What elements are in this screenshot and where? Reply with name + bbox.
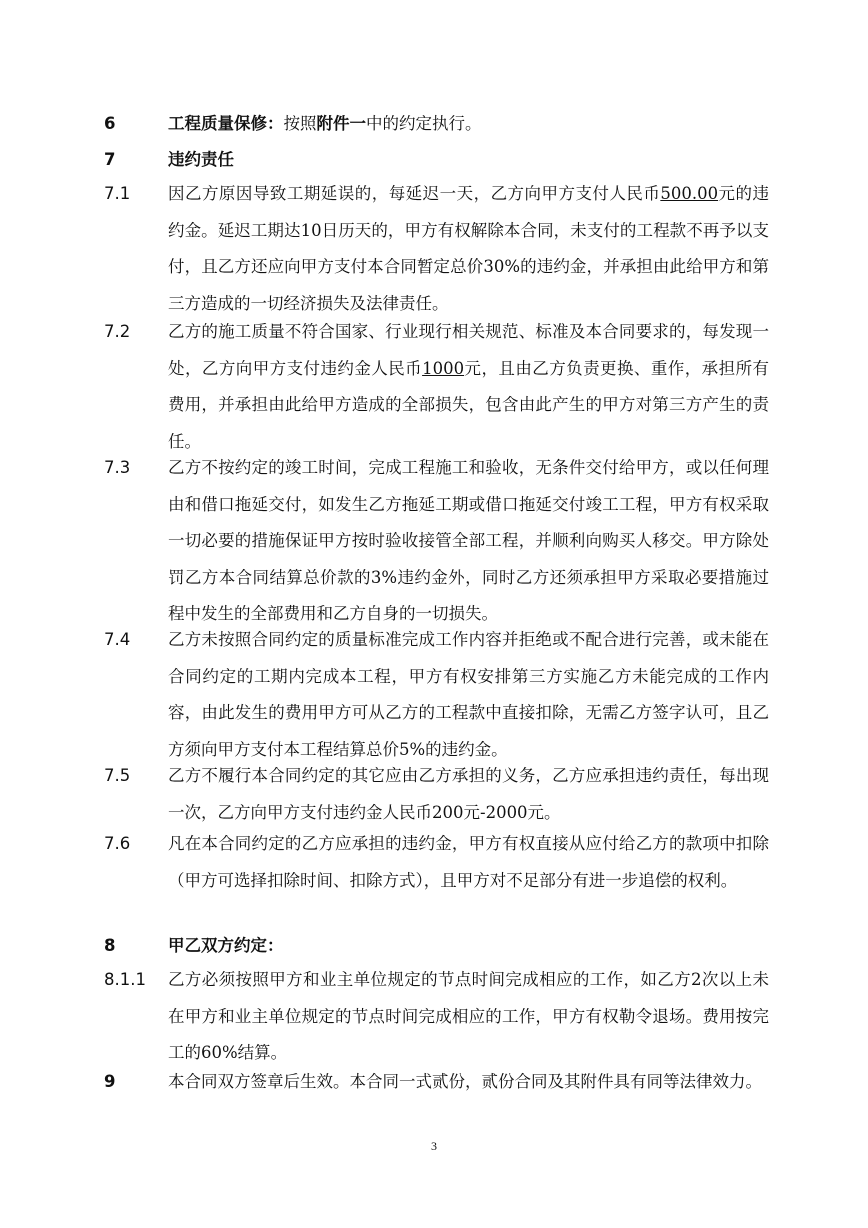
text-segment: 中的约定执行。 bbox=[366, 114, 482, 133]
clause-number: 7 bbox=[104, 150, 116, 169]
clause-number: 9 bbox=[104, 1072, 116, 1091]
clause-7-6 bbox=[104, 826, 769, 899]
clause-text: 乙方不履行本合同约定的其它应由乙方承担的义务，乙方应承担违约责任，每出现一次，乙方向甲方支付违约金人民币200元-2000元。 bbox=[168, 766, 769, 822]
text-segment: 按照 bbox=[283, 114, 317, 133]
clause-title: 甲乙双方约定： bbox=[168, 936, 284, 955]
clause-7-2 bbox=[104, 314, 769, 460]
text-segment: 元的违约金。延迟工期达10日历天的，甲方有权解除本合同，未支付的工程款不再予以支付，且乙方还应向甲方支付本合同暂定总价30%的违约金，并承担由此给甲方和第三方造成的一切经济损失及法律责任。 bbox=[168, 184, 770, 313]
clause-number: 7.2 bbox=[104, 322, 131, 341]
clause-7-1 bbox=[104, 176, 769, 322]
amount: 1000 bbox=[422, 358, 465, 378]
clause-7-3 bbox=[104, 450, 769, 633]
amount: 500.00 bbox=[660, 184, 719, 203]
text-segment: 乙方的施工质量不符合国家、行业现行相关规范、标准及本合同要求的，每发现一处，乙方向甲方支付违约金人民币 bbox=[168, 322, 769, 378]
clause-number: 8 bbox=[104, 936, 116, 955]
clause-number: 7.3 bbox=[104, 458, 131, 477]
clause-text: 凡在本合同约定的乙方应承担的违约金，甲方有权直接从应付给乙方的款项中扣除（甲方可选择扣除时间、扣除方式），且甲方对不足部分有进一步追偿的权利。 bbox=[168, 834, 769, 890]
clause-number: 7.6 bbox=[104, 834, 131, 853]
clause-number: 7.4 bbox=[104, 630, 131, 649]
clause-9 bbox=[104, 1064, 769, 1101]
clause-title: 违约责任 bbox=[168, 150, 234, 169]
clause-7-5 bbox=[104, 758, 769, 831]
text-segment: 因乙方原因导致工期延误的，每延迟一天，乙方向甲方支付人民币 bbox=[168, 184, 661, 203]
clause-text bbox=[168, 106, 769, 143]
clause-8-1-1 bbox=[104, 962, 769, 1072]
clause-number: 8.1.1 bbox=[104, 970, 146, 989]
text-segment: 元，且由乙方负责更换、重作，承担所有费用，并承担由此给甲方造成的全部损失，包含由此产生的甲方对第三方产生的责任。 bbox=[168, 358, 770, 451]
clause-text: 本合同双方签章后生效。本合同一式贰份，贰份合同及其附件具有同等法律效力。 bbox=[168, 1072, 762, 1091]
clause-6 bbox=[104, 106, 769, 143]
clause-8 bbox=[104, 928, 769, 965]
clause-text bbox=[168, 314, 769, 460]
emphasis: 附件一 bbox=[316, 114, 366, 133]
clause-7-4 bbox=[104, 622, 769, 768]
clause-text: 乙方未按照合同约定的质量标准完成工作内容并拒绝或不配合进行完善，或未能在合同约定的工期内完成本工程，甲方有权安排第三方实施乙方未能完成的工作内容，由此发生的费用甲方可从乙方的工程款中直接扣除，无需乙方签字认可，且乙方须向甲方支付本工程结算总价5%的违约金。 bbox=[168, 630, 769, 759]
page-number: 3 bbox=[431, 1139, 437, 1153]
clause-text bbox=[168, 176, 769, 322]
clause-7 bbox=[104, 142, 769, 179]
clause-text: 乙方必须按照甲方和业主单位规定的节点时间完成相应的工作，如乙方2次以上未在甲方和业主单位规定的节点时间完成相应的工作，甲方有权勒令退场。费用按完工的60%结算。 bbox=[168, 970, 769, 1062]
clause-number: 6 bbox=[104, 114, 116, 133]
clause-title: 工程质量保修： bbox=[168, 114, 284, 133]
clause-number: 7.5 bbox=[104, 766, 131, 785]
clause-text: 乙方不按约定的竣工时间，完成工程施工和验收，无条件交付给甲方，或以任何理由和借口拖延交付，如发生乙方拖延工期或借口拖延交付竣工工程，甲方有权采取一切必要的措施保证甲方按时验收接管全部工程，并顺利向购买人移交。甲方除处罚乙方本合同结算总价款的3%违约金外，同时乙方还须承担甲方采取必要措施过程中发生的全部费用和乙方自身的一切损失。 bbox=[168, 458, 769, 623]
clause-number: 7.1 bbox=[104, 184, 131, 203]
